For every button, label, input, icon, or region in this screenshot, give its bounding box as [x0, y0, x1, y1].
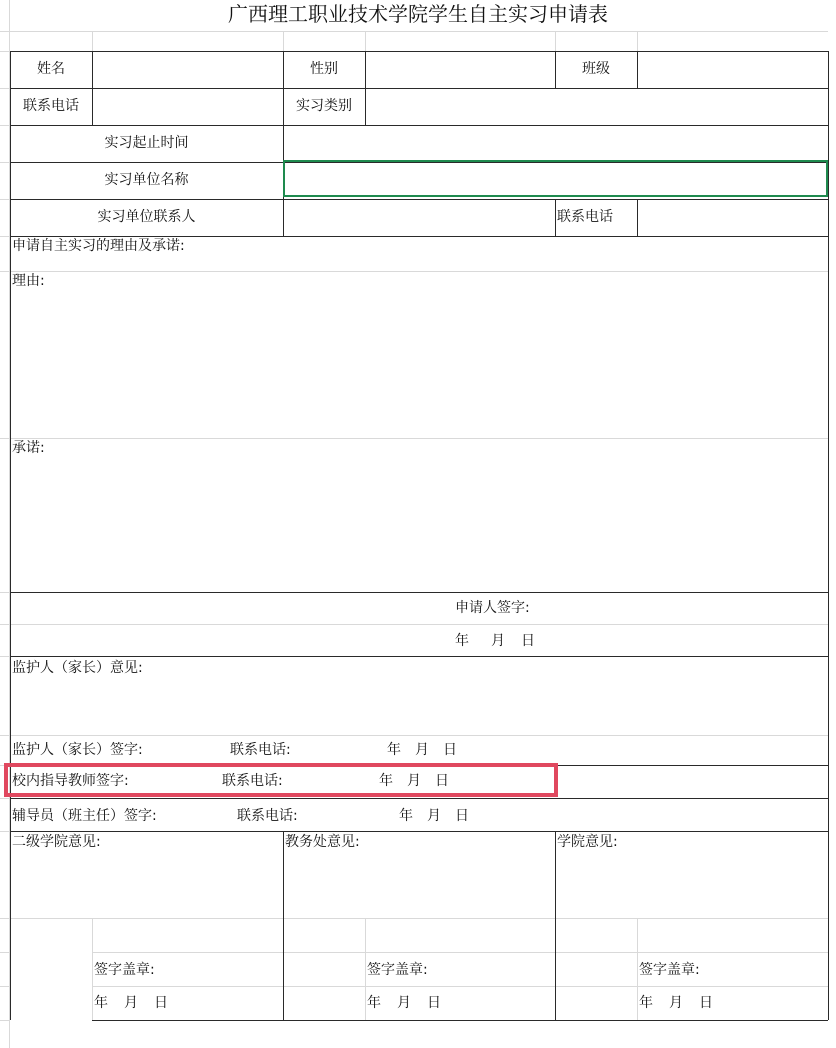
counselor-date: 年 月 日 — [399, 808, 469, 824]
applicant-date: 年 月 日 — [455, 633, 535, 649]
reason-label: 理由: — [12, 273, 45, 289]
guardian-phone-label: 联系电话: — [230, 742, 291, 758]
secondary-college-stamp-label: 签字盖章: — [94, 962, 155, 978]
guardian-sign-label: 监护人（家长）签字: — [12, 742, 143, 758]
college-opinion-label: 学院意见: — [557, 834, 618, 850]
name-label: 姓名 — [37, 61, 65, 77]
gender-field[interactable] — [366, 52, 555, 88]
company-name-field-selected[interactable] — [283, 160, 828, 197]
academic-affairs-stamp-label: 签字盖章: — [367, 962, 428, 978]
guardian-opinion-area[interactable] — [11, 677, 828, 735]
period-field[interactable] — [284, 126, 828, 162]
academic-affairs-date: 年 月 日 — [367, 995, 441, 1011]
class-label: 班级 — [582, 61, 610, 77]
internship-type-field[interactable] — [366, 89, 828, 125]
internship-type-label: 实习类别 — [296, 98, 352, 114]
company-phone-label: 联系电话 — [557, 209, 613, 225]
teacher-sign-label: 校内指导教师签字: — [12, 773, 129, 789]
reason-section-header: 申请自主实习的理由及承诺: — [12, 238, 185, 254]
counselor-sign-label: 辅导员（班主任）签字: — [12, 808, 157, 824]
applicant-sign-label: 申请人签字: — [455, 600, 530, 616]
promise-text-area[interactable] — [11, 457, 828, 592]
company-contact-field[interactable] — [284, 200, 555, 236]
academic-affairs-opinion-label: 教务处意见: — [285, 834, 360, 850]
reason-text-area[interactable] — [11, 290, 828, 438]
teacher-date: 年 月 日 — [379, 773, 449, 789]
secondary-college-date: 年 月 日 — [94, 995, 168, 1011]
company-contact-label: 实习单位联系人 — [97, 209, 196, 225]
company-name-label: 实习单位名称 — [104, 172, 189, 188]
name-field[interactable] — [93, 52, 283, 88]
secondary-college-opinion-label: 二级学院意见: — [12, 834, 101, 850]
guardian-opinion-label: 监护人（家长）意见: — [12, 660, 143, 676]
teacher-phone-label: 联系电话: — [222, 773, 283, 789]
college-date: 年 月 日 — [639, 995, 713, 1011]
college-stamp-label: 签字盖章: — [639, 962, 700, 978]
phone-label: 联系电话 — [23, 98, 79, 114]
period-label: 实习起止时间 — [104, 135, 189, 151]
gender-label: 性别 — [310, 61, 338, 77]
counselor-phone-label: 联系电话: — [237, 808, 298, 824]
promise-label: 承诺: — [12, 440, 45, 456]
class-field[interactable] — [638, 52, 828, 88]
teacher-row-highlight — [4, 763, 558, 797]
company-phone-field[interactable] — [638, 200, 828, 236]
guardian-date: 年 月 日 — [387, 742, 457, 758]
form-title: 广西理工职业技术学院学生自主实习申请表 — [228, 2, 608, 26]
phone-field[interactable] — [93, 89, 283, 125]
